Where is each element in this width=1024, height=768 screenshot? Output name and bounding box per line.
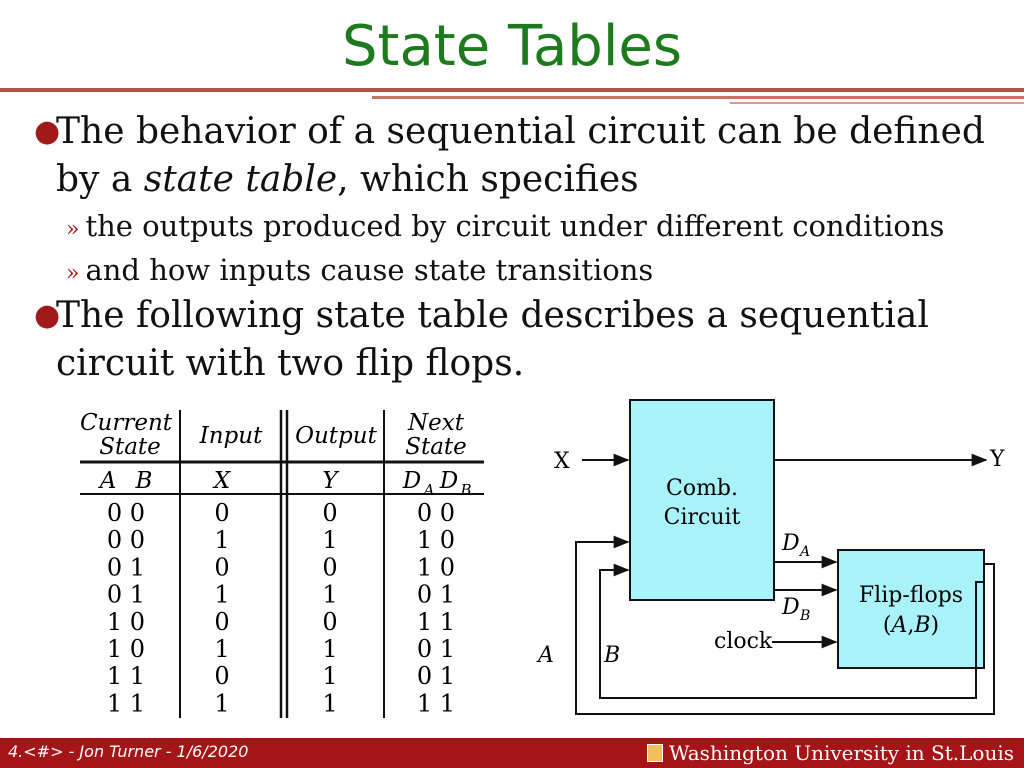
- input-x-label: X: [554, 449, 570, 474]
- table-cell-ab: 1 0: [106, 635, 146, 663]
- bullet-state-table-definition: [34, 108, 1006, 204]
- table-cell-y: 1: [322, 580, 338, 609]
- db-subscript: B: [800, 608, 811, 624]
- ff-label-2: (A,B): [882, 613, 940, 638]
- sub-bullet-icon: »: [66, 261, 80, 286]
- circuit-diagram-svg: [520, 392, 1024, 728]
- footer-institution-text: Washington University in St.Louis: [668, 741, 1014, 765]
- table-cell-ab: 1 1: [106, 689, 146, 718]
- table-cell-x: 1: [214, 689, 230, 718]
- sub-bullet-icon: »: [66, 217, 80, 242]
- table-cell-next: 1 1: [416, 689, 456, 718]
- table-cell-x: 0: [214, 553, 230, 582]
- table-cell-y: 1: [322, 526, 338, 555]
- table-cell-next: 0 1: [416, 580, 456, 609]
- state-table: [0, 400, 520, 730]
- table-cell-x: 0: [214, 499, 230, 527]
- title-rule-secondary: [372, 96, 1024, 99]
- circuit-diagram: [520, 392, 1024, 728]
- header-next: Next: [408, 410, 464, 436]
- subheader-x: X: [213, 468, 231, 494]
- header-next-state: State: [405, 434, 467, 460]
- ff-label-1: Flip-flops: [858, 583, 964, 608]
- header-input: Input: [199, 423, 263, 449]
- table-cell-y: 0: [322, 607, 338, 636]
- title-rule: [0, 88, 1024, 92]
- header-current: Current: [79, 410, 173, 436]
- table-cell-next: 0 1: [416, 635, 456, 663]
- bullet2-text: The following state table describes a sequential circuit with two flip flops.: [56, 295, 929, 384]
- table-cell-y: 1: [322, 662, 338, 691]
- bullet-icon: ●: [34, 298, 61, 333]
- clock-label: clock: [714, 629, 773, 654]
- table-cell-ab: 0 0: [106, 526, 146, 555]
- da-label: D: [782, 531, 800, 556]
- state-table-svg: [0, 400, 520, 730]
- table-cell-ab: 1 0: [106, 607, 146, 636]
- table-cell-ab: 0 1: [106, 553, 146, 582]
- subheader-da-subscript: A: [423, 481, 435, 499]
- subheader-da: D: [402, 468, 422, 494]
- bullet1-emphasis: state table: [143, 159, 338, 200]
- bullet-following-table: [34, 292, 1006, 388]
- bullet1-text-post: , which specifies: [337, 159, 639, 200]
- table-cell-y: 1: [322, 635, 338, 663]
- table-cell-next: 1 0: [416, 526, 456, 555]
- subheader-a: A: [99, 468, 117, 494]
- table-cell-next: 1 0: [416, 553, 456, 582]
- table-cell-x: 1: [214, 580, 230, 609]
- table-cell-ab: 1 1: [106, 662, 146, 691]
- slide-title: State Tables: [341, 14, 683, 79]
- output-y-label: Y: [990, 447, 1005, 472]
- bullet-icon: ●: [34, 114, 61, 149]
- db-label: D: [782, 595, 800, 620]
- table-cell-next: 0 0: [416, 499, 456, 527]
- subheader-b: B: [135, 468, 153, 494]
- header-output: Output: [295, 423, 377, 449]
- table-cell-x: 1: [214, 526, 230, 555]
- table-cell-x: 1: [214, 635, 230, 663]
- table-cell-ab: 0 0: [106, 499, 146, 527]
- footer-slide-info: 4.<#> - Jon Turner - 1/6/2020: [8, 742, 249, 761]
- sub-bullet-outputs: [66, 206, 944, 250]
- university-seal-icon: [647, 744, 663, 762]
- subheader-y: Y: [322, 468, 338, 494]
- table-cell-y: 0: [322, 553, 338, 582]
- comb-label-1: Comb.: [665, 476, 739, 501]
- sub-bullet-transitions: [66, 250, 653, 294]
- footer-institution: [647, 741, 1014, 765]
- table-cell-next: 0 1: [416, 662, 456, 691]
- table-cell-y: 0: [322, 499, 338, 527]
- title-rule-tertiary: [730, 102, 1024, 104]
- header-current-state: State: [99, 434, 161, 460]
- feedback-b-label: B: [604, 643, 621, 668]
- sub-bullet-text: the outputs produced by circuit under different conditions: [85, 209, 945, 243]
- table-cell-ab: 0 1: [106, 580, 146, 609]
- table-cell-x: 0: [214, 607, 230, 636]
- footer-bar: [0, 738, 1024, 768]
- flip-flops-box: [838, 550, 984, 668]
- subheader-db-subscript: B: [460, 481, 472, 499]
- table-cell-y: 1: [322, 689, 338, 718]
- sub-bullet-text: and how inputs cause state transitions: [85, 253, 654, 287]
- subheader-db: D: [439, 468, 459, 494]
- bullet1-text-pre: The behavior of a sequential circuit can be defined by a: [56, 111, 985, 200]
- table-cell-next: 1 1: [416, 607, 456, 636]
- da-subscript: A: [800, 544, 811, 560]
- comb-label-2: Circuit: [663, 505, 741, 530]
- feedback-a-label: A: [538, 643, 554, 668]
- table-cell-x: 0: [214, 662, 230, 691]
